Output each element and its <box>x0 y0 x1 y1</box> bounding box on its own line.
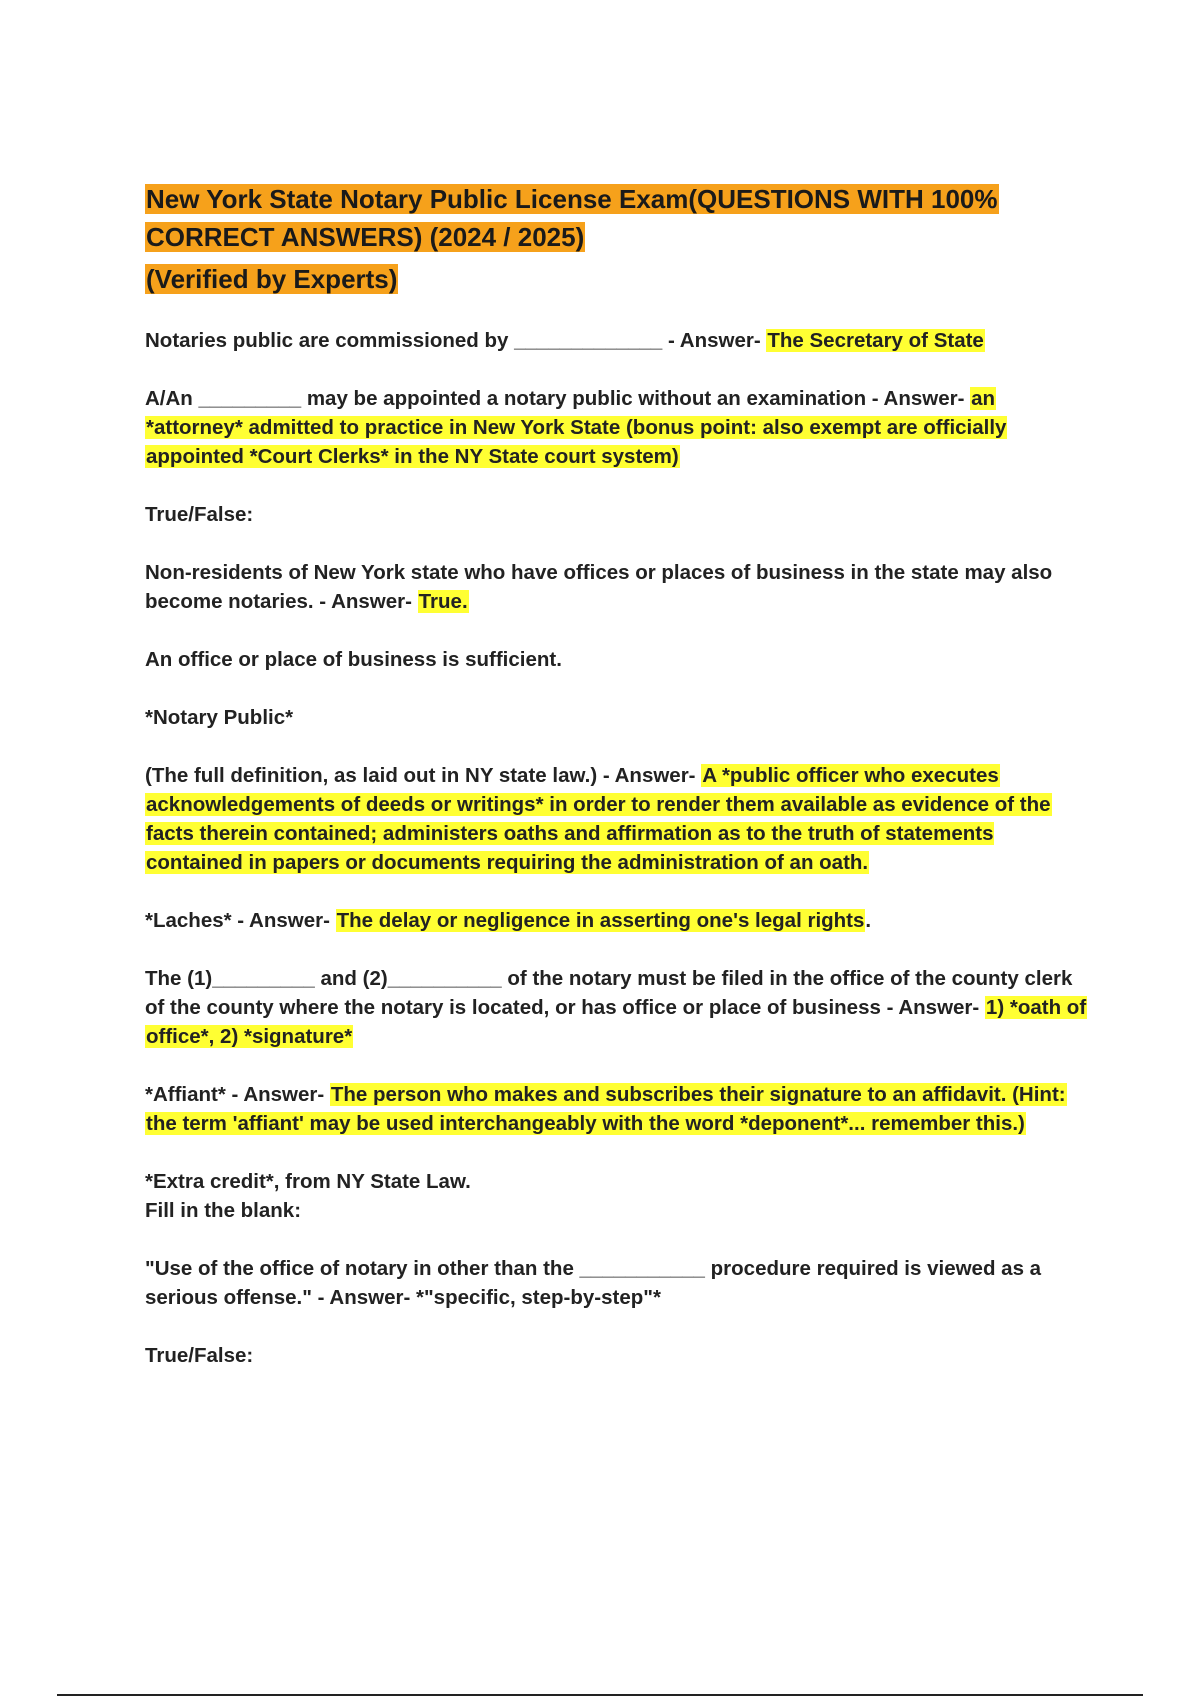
question-text: *Notary Public* <box>145 706 294 729</box>
answer-text: The delay or negligence in asserting one's legal rights <box>336 909 865 932</box>
question-text: Notaries public are commissioned by _____________ - Answer- <box>145 329 767 352</box>
qa-item-full-definition <box>145 761 1090 877</box>
page-bottom-divider <box>57 1694 1143 1696</box>
question-text: An office or place of business is sufficient. <box>145 648 562 671</box>
title-text-1: New York State Notary Public License Exam(QUESTIONS WITH 100% <box>146 184 998 214</box>
title-line-1 <box>145 180 1090 218</box>
answer-text: A *public officer who executes acknowledgements of deeds or writings* in order to render them available as evidence of the facts therein contained; administers oaths and affirmation as to the truth of statements contained in papers or documents requiring the administration of an oath. <box>146 764 1051 874</box>
title-text-2: CORRECT ANSWERS) (2024 / 2025) <box>146 222 585 252</box>
qa-item-true-false-label-2 <box>145 1341 1090 1370</box>
qa-item-laches <box>145 906 1090 935</box>
question-text: A/An _________ may be appointed a notary public without an examination - Answer- <box>145 387 971 410</box>
question-text: "Use of the office of notary in other than the ___________ procedure required is viewed as a serious offense." - Answer- *"specific, step-by-step"* <box>145 1257 1042 1309</box>
title-line-2 <box>145 218 1090 256</box>
question-text: *Extra credit*, from NY State Law. <box>145 1170 471 1193</box>
qa-item-notary-public-heading <box>145 703 1090 732</box>
qa-item-oath-signature <box>145 964 1090 1051</box>
qa-item-office-sufficient <box>145 645 1090 674</box>
title-text-3: (Verified by Experts) <box>146 264 398 294</box>
qa-item-commissioned-by <box>145 326 1090 355</box>
answer-text: True. <box>418 590 468 613</box>
question-text: The (1)_________ and (2)__________ of the notary must be filed in the office of the county clerk of the county where the notary is located, or has office or place of business - Answer- <box>145 967 1073 1019</box>
document-title <box>145 180 1090 298</box>
question-text: *Affiant* - Answer- <box>145 1083 330 1106</box>
question-text: Non-residents of New York state who have offices or places of business in the state may also become notaries. - Answer- <box>145 561 1053 613</box>
document-page <box>145 180 1090 1399</box>
qa-item-use-of-office <box>145 1254 1090 1312</box>
answer-text: The person who makes and subscribes their signature to an affidavit. (Hint: the term 'affiant' may be used interchangeably with the word *deponent*... remember this.) <box>146 1083 1066 1135</box>
answer-tail: . <box>865 909 872 932</box>
title-line-3 <box>145 260 1090 298</box>
question-text: *Laches* - Answer- <box>145 909 336 932</box>
qa-item-extra-credit <box>145 1167 1090 1225</box>
qa-item-non-residents <box>145 558 1090 616</box>
answer-text: 1) *oath of office*, 2) *signature* <box>146 996 1087 1048</box>
answer-text: The Secretary of State <box>767 329 984 352</box>
qa-item-affiant <box>145 1080 1090 1138</box>
qa-item-no-examination <box>145 384 1090 471</box>
question-text: True/False: <box>145 1344 254 1367</box>
question-text-2: Fill in the blank: <box>145 1199 302 1222</box>
qa-item-true-false-label <box>145 500 1090 529</box>
answer-text: an *attorney* admitted to practice in New York State (bonus point: also exempt are officially appointed *Court Clerks* in the NY State court system) <box>146 387 1007 468</box>
question-text: (The full definition, as laid out in NY state law.) - Answer- <box>145 764 702 787</box>
question-text: True/False: <box>145 503 254 526</box>
